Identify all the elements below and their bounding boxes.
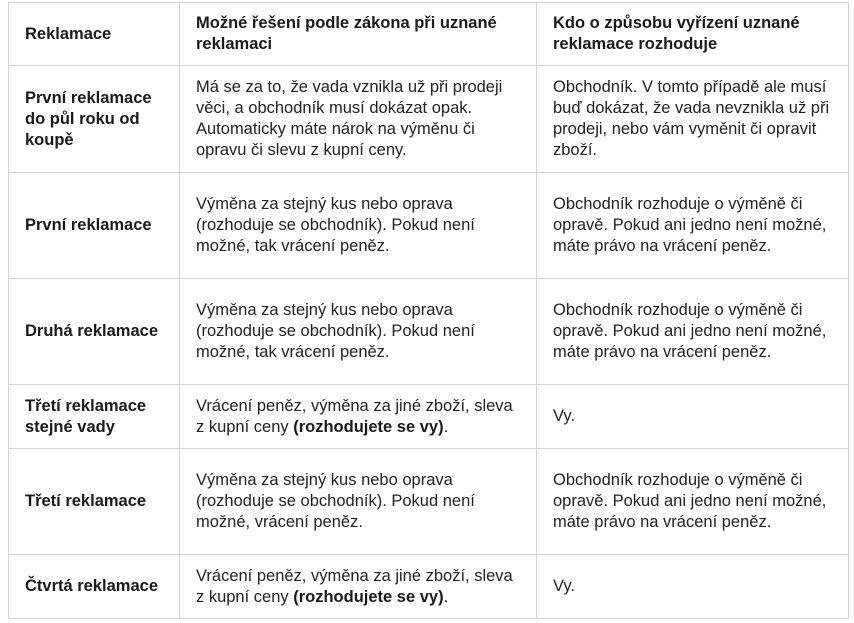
row-who-decides: Obchodník rozhoduje o výměně či opravě. Pokud ani jedno není možné, máte právo na vrácení peněz. [537,279,849,385]
solution-text: Vrácení peněz, výměna za jiné zboží, sleva z kupní ceny [196,396,513,436]
table-row [9,385,849,449]
header-solution: Možné řešení podle zákona při uznané reklamaci [180,3,537,66]
row-label: Čtvrtá reklamace [9,555,180,619]
complaints-table [8,2,849,619]
row-label: Třetí reklamace [9,449,180,555]
solution-emphasis: (rozhodujete se vy) [293,587,444,606]
row-who-decides: Obchodník rozhoduje o výměně či opravě. Pokud ani jedno není možné, máte právo na vrácení peněz. [537,173,849,279]
table-header-row [9,3,849,66]
header-complaint: Reklamace [9,3,180,66]
table-row [9,555,849,619]
row-solution: Výměna za stejný kus nebo oprava (rozhoduje se obchodník). Pokud není možné, tak vrácení peněz. [180,279,537,385]
row-label: První reklamace do půl roku od koupě [9,66,180,173]
row-solution: Výměna za stejný kus nebo oprava (rozhoduje se obchodník). Pokud není možné, vrácení peněz. [180,449,537,555]
table-row [9,279,849,385]
table-row [9,66,849,173]
table-row [9,173,849,279]
solution-text-end: . [443,417,449,436]
row-label: Třetí reklamace stejné vady [9,385,180,449]
row-label: Druhá reklamace [9,279,180,385]
row-solution: Výměna za stejný kus nebo oprava (rozhoduje se obchodník). Pokud není možné, tak vrácení peněz. [180,173,537,279]
row-who-decides: Vy. [537,385,849,449]
row-label: První reklamace [9,173,180,279]
solution-text: Vrácení peněz, výměna za jiné zboží, sleva z kupní ceny [196,566,513,606]
table-row [9,449,849,555]
header-who-decides: Kdo o způsobu vyřízení uznané reklamace rozhoduje [537,3,849,66]
solution-emphasis: (rozhodujete se vy) [293,417,444,436]
solution-text-end: . [443,587,449,606]
row-who-decides: Vy. [537,555,849,619]
row-solution [180,385,537,449]
row-who-decides: Obchodník rozhoduje o výměně či opravě. Pokud ani jedno není možné, máte právo na vrácení peněz. [537,449,849,555]
row-solution [180,555,537,619]
row-who-decides: Obchodník. V tomto případě ale musí buď dokázat, že vada nevznikla už při prodeji, nebo vám vyměnit či opravit zboží. [537,66,849,173]
row-solution: Má se za to, že vada vznikla už při prodeji věci, a obchodník musí dokázat opak. Automaticky máte nárok na výměnu či opravu či slevu z kupní ceny. [180,66,537,173]
